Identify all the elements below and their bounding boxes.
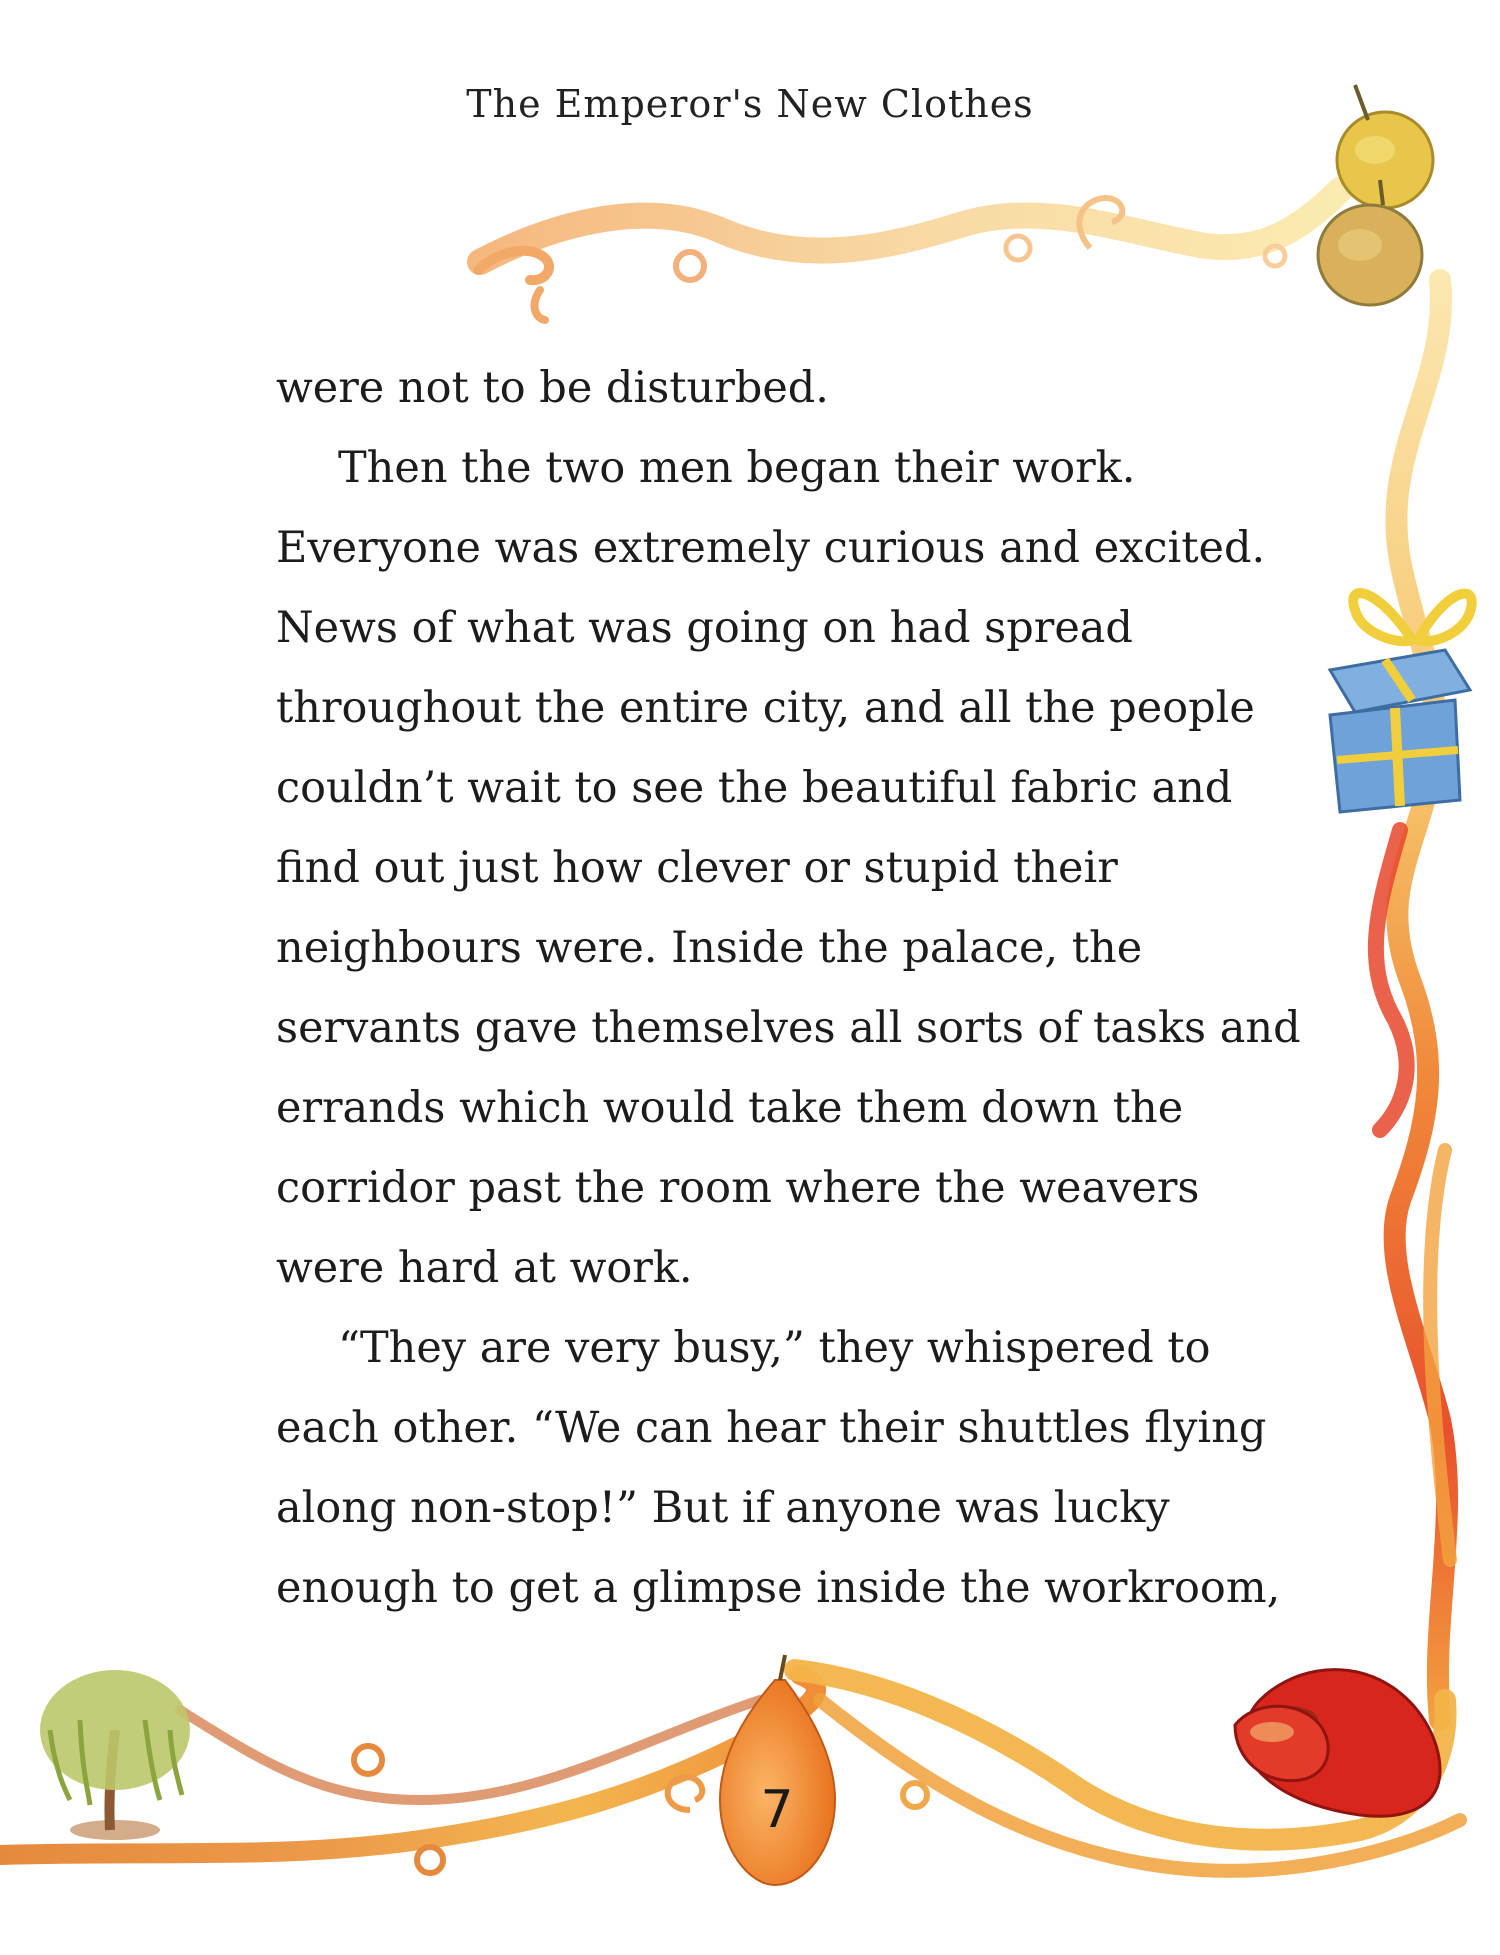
text-line: neighbours were. Inside the palace, the (276, 923, 1143, 973)
text-line: couldn’t wait to see the beautiful fabric and (276, 763, 1233, 813)
story-text (276, 348, 1301, 1628)
text-line: throughout the entire city, and all the people (276, 683, 1255, 733)
text-line: corridor past the room where the weavers (276, 1163, 1200, 1213)
tree-icon (40, 1670, 190, 1840)
text-line: were hard at work. (276, 1243, 693, 1293)
top-ribbon (478, 190, 1340, 320)
red-shoes-icon (1235, 1670, 1440, 1817)
text-line: “They are very busy,” they whispered to (338, 1323, 1211, 1373)
text-line: enough to get a glimpse inside the workroom, (276, 1563, 1281, 1613)
running-head: The Emperor's New Clothes (466, 82, 1034, 126)
text-line: Then the two men began their work. (338, 443, 1136, 493)
text-line: find out just how clever or stupid their (276, 843, 1118, 893)
text-line: each other. “We can hear their shuttles flying (276, 1403, 1267, 1453)
text-line: were not to be disturbed. (276, 363, 829, 413)
text-line: News of what was going on had spread (276, 603, 1133, 653)
text-line: servants gave themselves all sorts of tasks and (276, 1003, 1301, 1053)
page-number: 7 (760, 1780, 794, 1840)
text-line: Everyone was extremely curious and excited. (276, 523, 1266, 573)
text-line: along non-stop!” But if anyone was lucky (276, 1483, 1170, 1533)
gift-box-icon (1330, 593, 1472, 812)
text-line: errands which would take them down the (276, 1083, 1184, 1133)
side-ribbon (1376, 280, 1450, 1720)
